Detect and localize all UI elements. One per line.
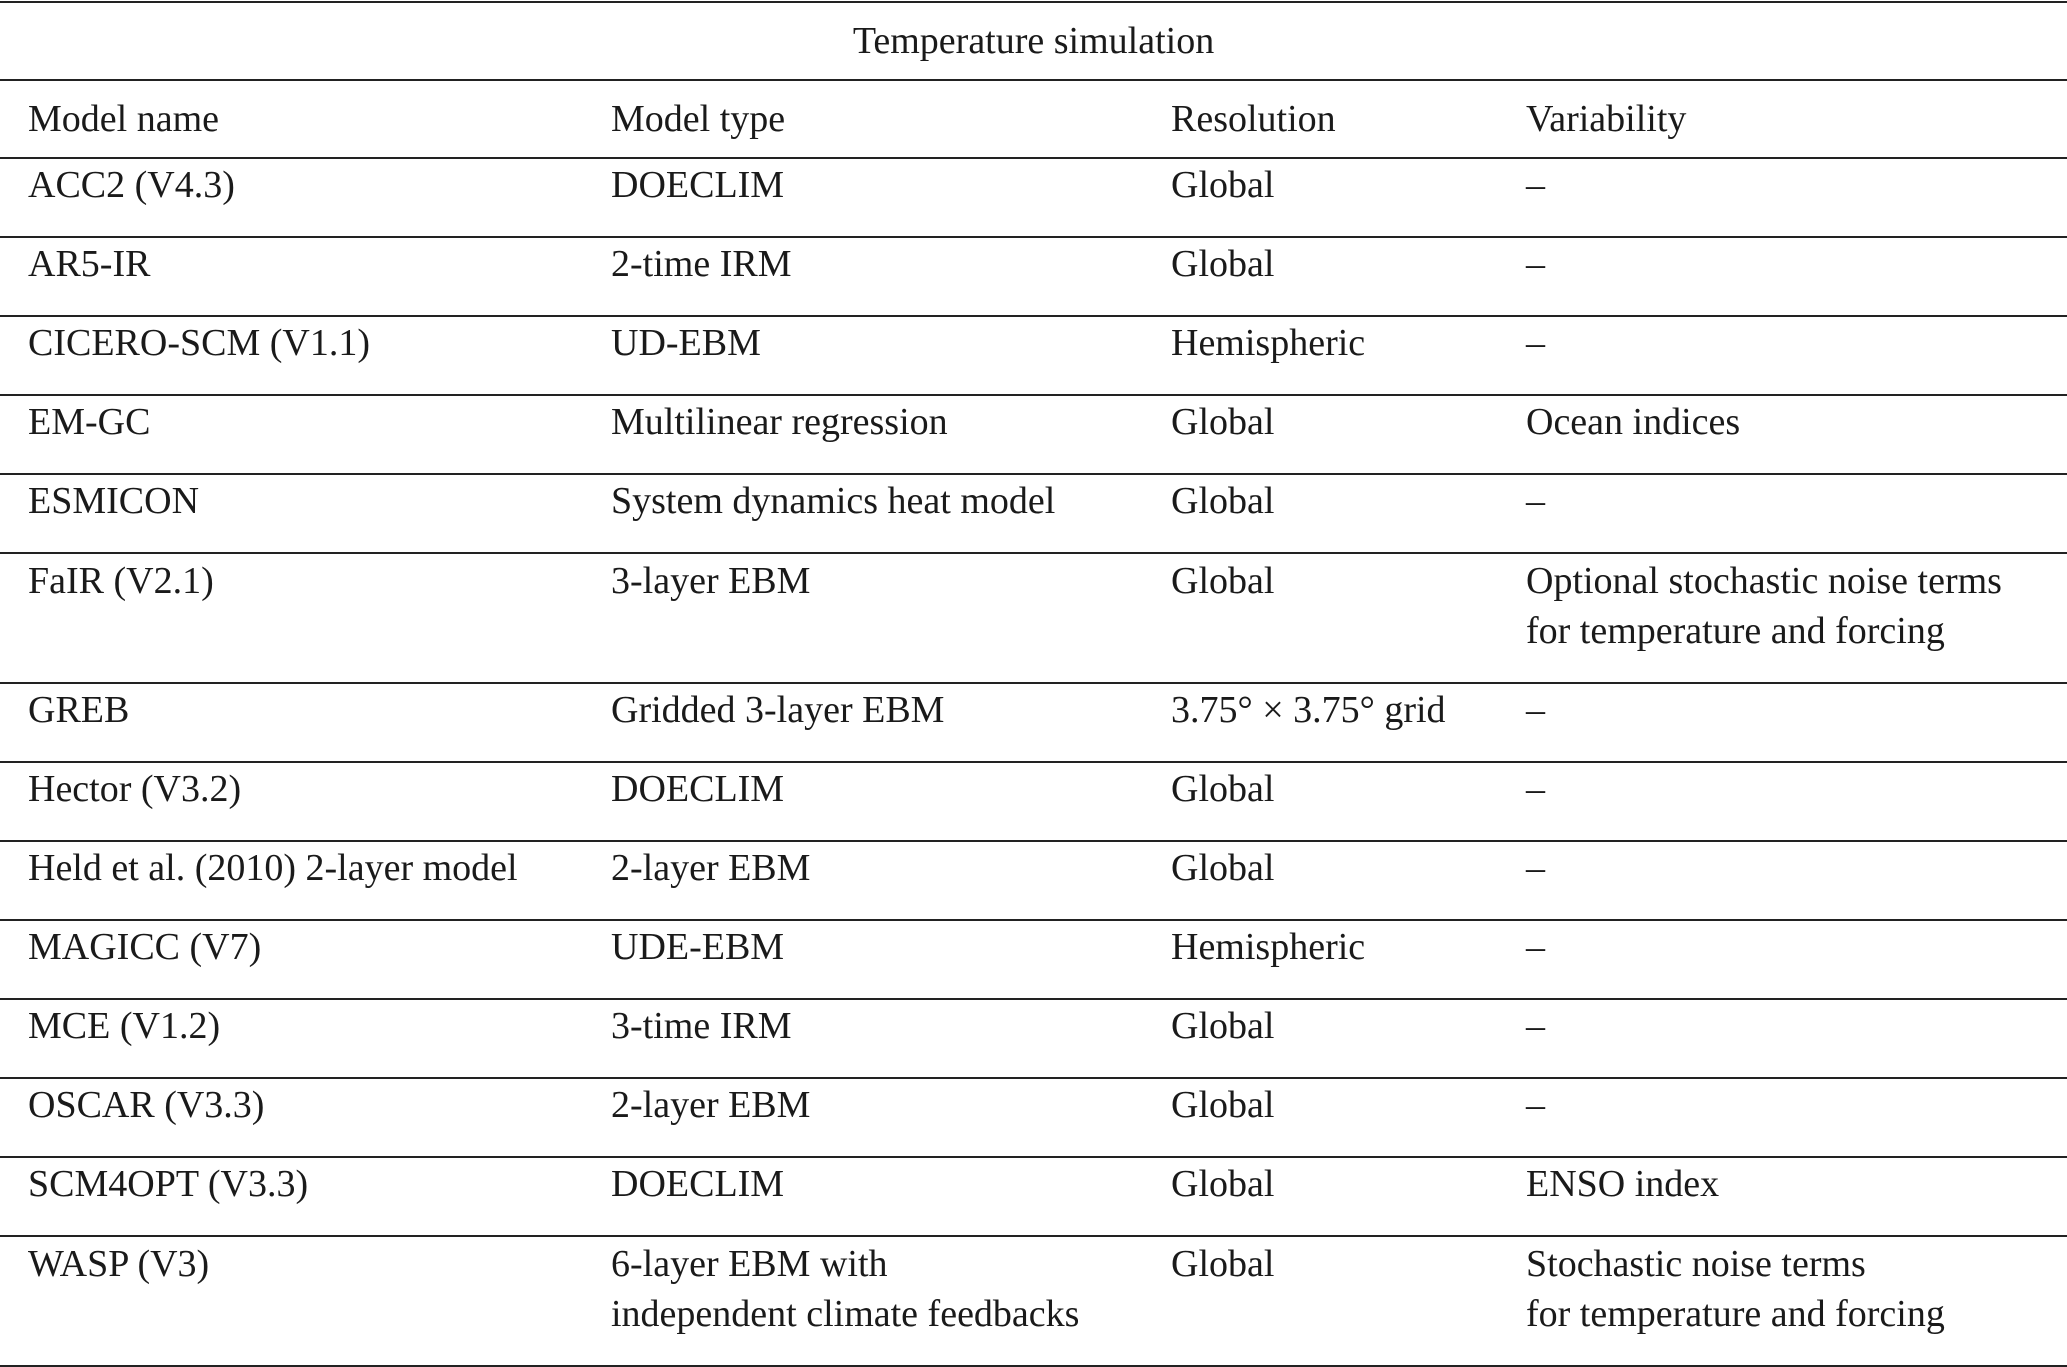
resolution-cell — [1143, 683, 1498, 762]
resolution-cell — [1143, 920, 1498, 999]
model-table — [0, 1, 2067, 1367]
model-name: EM-GC — [28, 401, 151, 443]
model-type-line: UDE-EBM — [611, 926, 785, 968]
table-row — [0, 762, 2067, 841]
model-type-line: DOECLIM — [611, 164, 785, 206]
resolution: Global — [1171, 768, 1275, 810]
table-body — [0, 158, 2067, 1366]
variability-line: ENSO index — [1526, 1163, 1720, 1205]
model-type-line: DOECLIM — [611, 768, 785, 810]
resolution-cell — [1143, 553, 1498, 683]
model-type-cell — [583, 999, 1143, 1078]
variability-line: – — [1526, 164, 1545, 206]
model-name: CICERO-SCM (V1.1) — [28, 322, 371, 364]
model-type-cell — [583, 474, 1143, 553]
resolution-cell — [1143, 1236, 1498, 1366]
model-name: AR5-IR — [28, 243, 151, 285]
resolution: 3.75° × 3.75° grid — [1171, 689, 1446, 731]
variability-cell — [1498, 395, 2067, 474]
resolution: Hemispheric — [1171, 926, 1366, 968]
model-type-line: System dynamics heat model — [611, 480, 1056, 522]
model-name-cell — [0, 316, 583, 395]
variability-line: for temperature and forcing — [1526, 1293, 1945, 1335]
resolution: Global — [1171, 401, 1275, 443]
model-name: Held et al. (2010) 2-layer model — [28, 847, 518, 889]
variability-line: – — [1526, 322, 1545, 364]
model-type-cell — [583, 1078, 1143, 1157]
variability-cell — [1498, 841, 2067, 920]
model-name-cell — [0, 999, 583, 1078]
model-type-line: UD-EBM — [611, 322, 761, 364]
table-row — [0, 158, 2067, 237]
table-caption: Temperature simulation — [0, 2, 2067, 80]
variability-line: – — [1526, 768, 1545, 810]
model-type-cell — [583, 395, 1143, 474]
model-type-line: 3-time IRM — [611, 1005, 792, 1047]
table-row — [0, 1236, 2067, 1366]
model-type-cell — [583, 1157, 1143, 1236]
variability-cell — [1498, 1078, 2067, 1157]
resolution-cell — [1143, 474, 1498, 553]
variability-line: Ocean indices — [1526, 401, 1741, 443]
resolution-cell — [1143, 999, 1498, 1078]
model-type-cell — [583, 553, 1143, 683]
model-type-cell — [583, 316, 1143, 395]
table-row — [0, 474, 2067, 553]
resolution: Global — [1171, 164, 1275, 206]
resolution-cell — [1143, 841, 1498, 920]
model-name-cell — [0, 553, 583, 683]
model-type-cell — [583, 158, 1143, 237]
header-variability: Variability — [1498, 80, 2067, 158]
variability-line: for temperature and forcing — [1526, 610, 1945, 652]
model-name: MCE (V1.2) — [28, 1005, 221, 1047]
variability-cell — [1498, 920, 2067, 999]
variability-cell — [1498, 158, 2067, 237]
variability-cell — [1498, 683, 2067, 762]
resolution: Global — [1171, 1163, 1275, 1205]
variability-line: Optional stochastic noise terms — [1526, 560, 2002, 602]
resolution: Global — [1171, 1005, 1275, 1047]
model-name: MAGICC (V7) — [28, 926, 262, 968]
resolution-cell — [1143, 395, 1498, 474]
variability-cell — [1498, 553, 2067, 683]
model-type-line: 6-layer EBM with — [611, 1243, 888, 1285]
table-row — [0, 1078, 2067, 1157]
table-row — [0, 237, 2067, 316]
model-type-cell — [583, 237, 1143, 316]
table-row — [0, 395, 2067, 474]
model-type-line: 2-layer EBM — [611, 847, 811, 889]
variability-line: – — [1526, 926, 1545, 968]
model-name-cell — [0, 1236, 583, 1366]
variability-cell — [1498, 999, 2067, 1078]
model-name: ESMICON — [28, 480, 200, 522]
model-name: GREB — [28, 689, 130, 731]
model-type-cell — [583, 920, 1143, 999]
variability-cell — [1498, 1157, 2067, 1236]
model-type-line: independent climate feedbacks — [611, 1293, 1080, 1335]
table-row — [0, 999, 2067, 1078]
table-row — [0, 920, 2067, 999]
model-type-line: 3-layer EBM — [611, 560, 811, 602]
model-name-cell — [0, 395, 583, 474]
table-row — [0, 683, 2067, 762]
variability-line: – — [1526, 1084, 1545, 1126]
resolution-cell — [1143, 1157, 1498, 1236]
model-type-cell — [583, 683, 1143, 762]
resolution: Global — [1171, 1084, 1275, 1126]
table-row — [0, 1157, 2067, 1236]
model-type-cell — [583, 841, 1143, 920]
model-type-line: DOECLIM — [611, 1163, 785, 1205]
variability-cell — [1498, 316, 2067, 395]
model-name-cell — [0, 1078, 583, 1157]
resolution-cell — [1143, 316, 1498, 395]
model-type-line: 2-time IRM — [611, 243, 792, 285]
table-row — [0, 316, 2067, 395]
resolution: Global — [1171, 560, 1275, 602]
variability-line: – — [1526, 847, 1545, 889]
table-row — [0, 553, 2067, 683]
model-name: OSCAR (V3.3) — [28, 1084, 265, 1126]
model-name-cell — [0, 683, 583, 762]
resolution: Hemispheric — [1171, 322, 1366, 364]
model-name-cell — [0, 1157, 583, 1236]
caption-row — [0, 2, 2067, 80]
header-model-name: Model name — [0, 80, 583, 158]
variability-cell — [1498, 762, 2067, 841]
model-name: Hector (V3.2) — [28, 768, 242, 810]
model-name-cell — [0, 920, 583, 999]
model-type-cell — [583, 762, 1143, 841]
model-name: SCM4OPT (V3.3) — [28, 1163, 309, 1205]
model-name-cell — [0, 237, 583, 316]
resolution-cell — [1143, 237, 1498, 316]
model-name: WASP (V3) — [28, 1243, 210, 1285]
variability-line: Stochastic noise terms — [1526, 1243, 1866, 1285]
variability-line: – — [1526, 243, 1545, 285]
header-model-type: Model type — [583, 80, 1143, 158]
model-type-line: Multilinear regression — [611, 401, 948, 443]
model-name-cell — [0, 158, 583, 237]
variability-cell — [1498, 1236, 2067, 1366]
variability-line: – — [1526, 480, 1545, 522]
variability-line: – — [1526, 689, 1545, 731]
variability-cell — [1498, 237, 2067, 316]
resolution-cell — [1143, 158, 1498, 237]
model-name-cell — [0, 762, 583, 841]
resolution-cell — [1143, 762, 1498, 841]
header-resolution: Resolution — [1143, 80, 1498, 158]
table-row — [0, 841, 2067, 920]
variability-line: – — [1526, 1005, 1545, 1047]
model-name: FaIR (V2.1) — [28, 560, 214, 602]
model-type-line: Gridded 3-layer EBM — [611, 689, 945, 731]
resolution-cell — [1143, 1078, 1498, 1157]
variability-cell — [1498, 474, 2067, 553]
model-name: ACC2 (V4.3) — [28, 164, 235, 206]
model-name-cell — [0, 841, 583, 920]
resolution: Global — [1171, 1243, 1275, 1285]
model-name-cell — [0, 474, 583, 553]
resolution: Global — [1171, 847, 1275, 889]
model-type-line: 2-layer EBM — [611, 1084, 811, 1126]
resolution: Global — [1171, 243, 1275, 285]
model-type-cell — [583, 1236, 1143, 1366]
resolution: Global — [1171, 480, 1275, 522]
header-row — [0, 80, 2067, 158]
